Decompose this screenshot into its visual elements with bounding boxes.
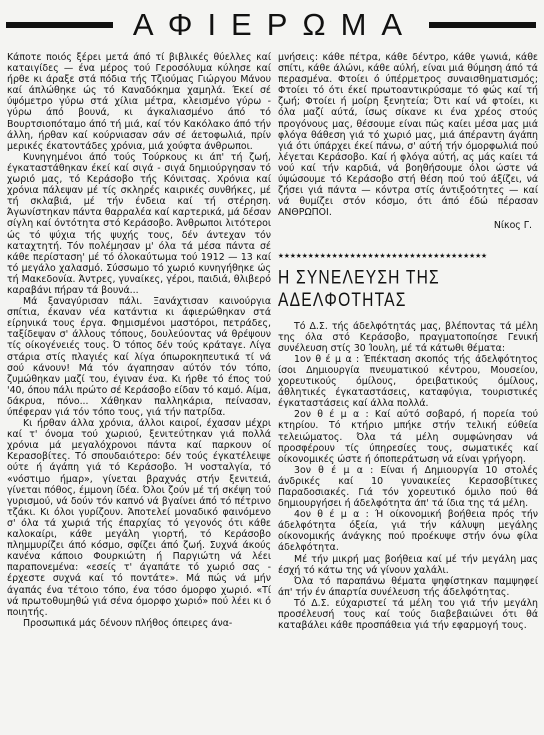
- article-paragraph: 2ον θ έ μ α : Καί αύτό σοβαρό, ή πορεία τού κτηρίου. Τό κτήριο μπήκε στήν τελική εύθεία τελειώματος. Όλα τά μέλη συμφώνησαν νά προσφέρουν τίς ύπηρεσίες τους, σωματικές καί οίκονομικές ώστε ή όποπεράτωση νά είναι γρήγορη.: [278, 409, 538, 465]
- article-paragraph: 4ον θ έ μ α : Ή οίκονομική βοήθεια πρός τήν άδελφότητα όξεία, γιά τήν κάλυψη μεγάλης οίκονομικής άνάγκης πού προέκυψε στήν όνω φίλα άδελφότητα.: [278, 509, 538, 554]
- article-headline: Η ΣΥΝΕΛΕΥΣΗ ΤΗΣ ΑΔΕΛΦΟΤΗΤΑΣ: [278, 266, 440, 311]
- article-paragraph: Μέ τήν μικρή μας βοήθεια καί μέ τήν μεγάλη μας έσχή τό κάτω της νά γίνουν χαλάλι.: [278, 553, 538, 576]
- section-banner: [6, 5, 536, 45]
- right-column: [278, 52, 538, 631]
- banner-rule-left: [6, 22, 113, 28]
- star-divider: ★★★★★★★★★★★★★★★★★★★★★★★★★★★★★★★★★★★: [278, 249, 488, 261]
- left-paragraph: Κι ήρθαν άλλα χρόνια, άλλοι καιροί, έχασαν μέχρι καί τ' όνομα τού χωριού, ξενιτεύτηκαν γιά πολλά χρόνια μά μεγαλόχρονοι πάντα καί παρκουν οί Κερασοβίτες. Τό σπουδαιότερο: δέν τούς έγκατέλειψε ούτε ή άγάπη γιά τό Κεράσοβο. Ή νοσταλγία, τό «νόστιμο ήμαρ», γίνεται βραχνάς στήν ξενιτειά, γίνεται πόθος, έμμονη ίδέα. Όλοι ζούν μέ τή σκέψη τού γυρισμού, νά δούν τόν καπνό νά βγαίνει άπό τό πέτρινο τζάκι. Κι όλοι γυρίζουν. Άποτελεί μοναδικό φαινόμενο σ' όλα τά χωριά τής έπαρχίας τό γεγονός ότι κάθε καλοκαίρι, κάθε μεγάλη γιορτή, τό Κεράσοβο πλημμυρίζει άπό κόσμο, σφίζει άπό ζωή. Συχνά άκούς κανένα κάποιο Φουρκιώτη ή Παργιώτη νά λέει παραπονεμένα: «εσείς τ' άγαπάτε τό χωριό σας - έρχεστε συχνά καί τό ποντάτε». Μά πώς νά μήν άγαπάς ένα τέτοιο τόπο, ένα τόσο όμορφο χωριό. «Τί νά πρωτοθυμηθώ γιά σένα όμορφο χωριό» πού λέει κι ό ποιητής.: [7, 418, 271, 618]
- left-paragraph: Κυνηγημένοι άπό τούς Τούρκους κι άπ' τή ζωή, έγκαταστάθηκαν έκεί καί σιγά - σιγά δημιούργησαν τό χωριό μας, τό Κεράσοβο τής Κόνιτσας. Χρόνια καί χρόνια πάλεψαν μέ τίς σκληρές καιρικές συνθήκες, μέ τή σκλαβιά, μέ τήν ένδεια καί τή στέρηση. Άγωνίστηκαν πάντα θαρραλέα καί καρτερικά, μά δέσαν σίγλη καί όντότητα στό Κεράσοβο. Άνθρωποι λιτότεροι ώς τό ψύχια τής ψυχής τους, δέν άντεχαν τόν καταχτητή. Τόν πολέμησαν μ' όλα τά μέσα πάντα σέ κάθε περίσταση' μέ τό όλοκαύτωμα τού 1912 — 13 καί τό μεγάλο χαλασμό. Σύσσωμο τό χωριό κυνηγήθηκε ώς τή Μακεδονία. Άντρες, γυναίκες, γέροι, παιδιά, θλιβερό καραβάνι πήραν τά βουνά...: [7, 151, 271, 296]
- author-signature: Νίκος Γ.: [493, 220, 532, 232]
- right-paragraph: μνήσεις: κάθε πέτρα, κάθε δέντρο, κάθε γωνιά, κάθε σπίτι, κάθε άλώνι, κάθε αύλή, είναι μιά θύμηση άπό τά περασμένα. Φτοίει ό ύπέρμετρος συναισθηματισμός; Φτοίει τό ότι έκεί πρωτοαντικρύσαμε τό φώς καί τή ζωή; Φτοίει ή μοίρη ξενητεία; Ότι καί νά φτοίει, κι όλα μαζί αύτά, ίσως σίκανε κι ένα χρέος στούς προγόνους μας, θέσουμε είναι πώς καίει μέσα μας μιά φλόγα θάθεση γιά τό χωριό μας, μιά άπέραντη άγάπη γιά ότι ύπάρχει έκεί πάνω, σ' αύτή τήν όμορφωλιά πού λέγεται Κεράσοβο. Καί ή φλόγα αύτή, ας μάς καίει τά νού καί τήν καρδιά, νά βοηθήσουμε όλοι ώστε νά ύψώσουμε τό Κεράσοβο στή θέση πού τού άξίζει, νά ζήσει γιά πάντα — κόντρα στίς άντιξοότητες — καί νά θυμίζει στόν κόσμο, ότι άπό έδώ πέρασαν ΑΝΘΡΩΠΟΙ.: [278, 52, 538, 219]
- article-paragraph: Τό Δ.Σ. εύχαριστεί τά μέλη του γιά τήν μεγάλη προσέλευσή τους καί τούς διαβεβαιώνει ότι θά καταβάλει κάθε προσπάθεια γιά τήν εφαρμογή τους.: [278, 597, 538, 632]
- article-paragraph: Τό Δ.Σ. τής άδελφότητάς μας, βλέποντας τά μέλη της όλα στό Κεράσοβο, πραγματοποίησε Γενική συνέλευση στίς 30 Ίουλη, μέ τά κάτωθι θέματα:: [278, 320, 538, 354]
- left-column: [7, 52, 271, 629]
- left-paragraph: Κάποτε ποιός ξέρει μετά άπό τί βιβλικές θύελλες καί καταιγίδες — ένα μέρος τού Γεροσόλυμα κύλησε καί ήρθε κι άραξε στά πόδια τής Τζιούμας Γιώργου Μάνου καί άπλώθηκε ώς τό Καναδόκημα χαμηλά. Έκεί σέ ύψόμετρο γύρω στά χίλια μέτρα, κλεισμένο γύρω - γύρω άπό βουνά, κι άγκαλιασμένο άπό τό Βουρτσιοπόταμο άπό τή μιά, καί τόν Κακόλακο άπό τήν άλλη, ήρθαν καί κούρνιασαν σάν σέ άετοφωλιά, πρίν μερικές έκατοντάδες χρόνια, μιά χούφτα άνθρωποι.: [7, 52, 271, 152]
- left-paragraph: Μά ξαναγύρισαν πάλι. Ξανάχτισαν καινούργια σπίτια, έκαναν νέα κατάντια κι άφιερώθηκαν στά είρηνικά τους έργα. Φημισμένοι μαστόροι, πετράδες, ταξίδεψαν σ' άλλους τόπους, δουλεύοντας νά θρέψουν τίς οίκογένειές τους. Ό τόπος δέν τούς κράταγε. Λίγα στάρια στίς πλαγιές καί λίγα όπωροκηπευτικά τί νά σού κάνουν! Μά τόν άγαπησαν αύτόν τόν τόπο, ζυμώθηκαν μαζί του, έγιναν ένα. Κι ήρθε τό έπος τού '40, όπου πάλι πρώτο σέ Κεράσοβο είδαν τό καμό. Αίμα, δάκρυα, πόνο... Χάθηκαν παλληκάρια, πείνασαν, ύπέφεραν γιά τόν τόπο τους, γιά τήν πατρίδα.: [7, 296, 271, 418]
- banner-title: ΑΦΙΕΡΩΜΑ: [132, 7, 418, 42]
- article-paragraph: Όλα τό παραπάνω θέματα ψηφίστηκαν παμψηφεί άπ' τήν έν άπαρτία συνέλευση τής άδελφότητας.: [278, 575, 538, 598]
- banner-rule-right: [429, 22, 536, 28]
- article-paragraph: 1ον θ έ μ α : Έπέκταση σκοπός τής άδελφότητος ίσοι Δημιουργία πνευματικού κέντρου, Μουσείου, χορευτικούς όμίλους, όρειβατικούς όμίλους, άθλητικές έγκαταστάσεις, καταφύγια, τουριστικές έγκαταστάσεις καί άλλα πολλά.: [278, 353, 538, 410]
- article-paragraph: 3ον θ έ μ α : Είναι ή Δημιουργία 10 στολές άνδρικές καί 10 γυναικείες Κερασοβίτικες Παραδοσιακές. Γιά τόν χορευτικό όμιλο πού θά δημιουργήσει ή άδελφότητα άπ' τά ίδια της τά μέλη.: [278, 464, 538, 510]
- left-paragraph: Προσωπικά μάς δένουν πλήθος όπειρες άνα-: [23, 617, 233, 629]
